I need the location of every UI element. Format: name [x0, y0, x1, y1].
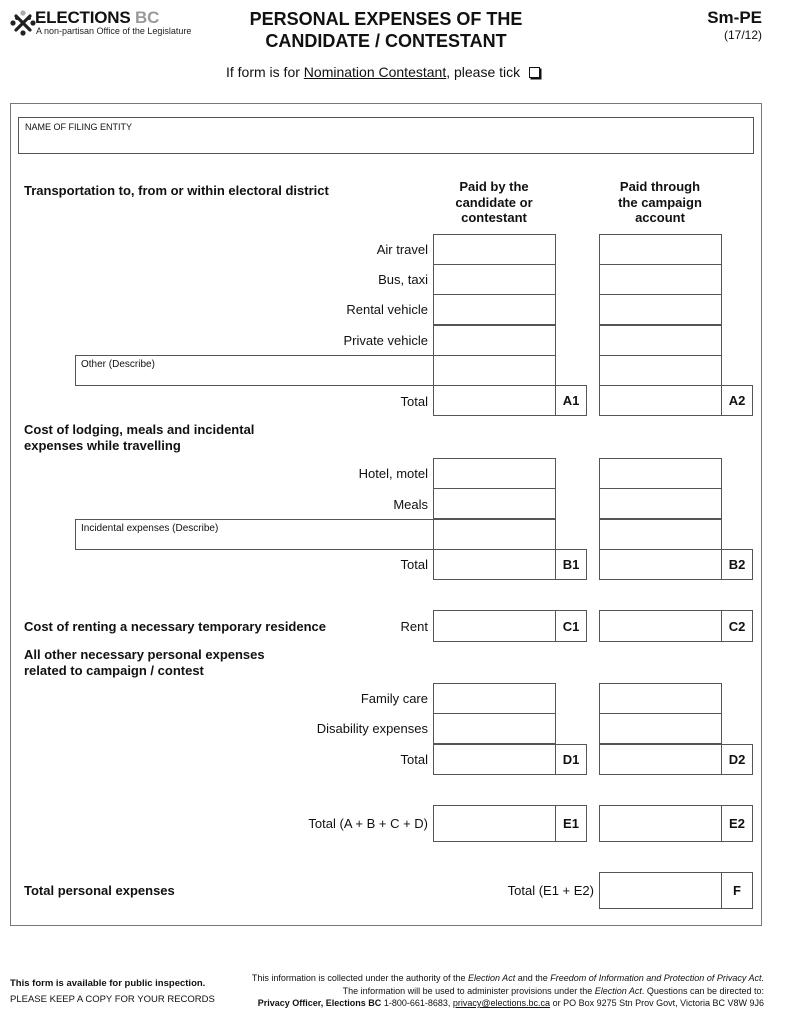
section-title-transportation: Transportation to, from or within electoral district: [24, 183, 329, 198]
code-e1: E1: [555, 805, 587, 842]
air-travel-candidate-input[interactable]: [433, 234, 556, 265]
section-title-rent: Cost of renting a necessary temporary residence: [24, 619, 327, 634]
hotel-motel-campaign-input[interactable]: [599, 458, 722, 489]
column-header-candidate: Paid by the candidate or contestant: [455, 179, 533, 225]
row-label-rental-vehicle: Rental vehicle: [346, 302, 428, 317]
family-care-campaign-input[interactable]: [599, 683, 722, 714]
row-label-total-e1-e2: Total (E1 + E2): [507, 883, 594, 898]
other-transport-candidate-input[interactable]: [433, 355, 556, 386]
disability-candidate-input[interactable]: [433, 713, 556, 744]
nomination-contestant-line: If form is for Nomination Contestant, please tick: [226, 64, 540, 80]
other-transport-description-field[interactable]: Other (Describe): [75, 355, 434, 386]
family-care-candidate-input[interactable]: [433, 683, 556, 714]
code-b2: B2: [721, 549, 753, 580]
air-travel-campaign-input[interactable]: [599, 234, 722, 265]
code-a2: A2: [721, 385, 753, 416]
rental-vehicle-campaign-input[interactable]: [599, 294, 722, 325]
code-d2: D2: [721, 744, 753, 775]
nomination-contestant-checkbox[interactable]: [529, 67, 540, 78]
total-d2-input[interactable]: [599, 744, 722, 775]
form-title: PERSONAL EXPENSES OF THE CANDIDATE / CONTESTANT: [249, 9, 523, 51]
incidental-campaign-input[interactable]: [599, 519, 722, 550]
form-version: (17/12): [723, 28, 762, 42]
code-e2: E2: [721, 805, 753, 842]
total-f-input[interactable]: [599, 872, 722, 909]
row-label-meals: Meals: [393, 497, 428, 512]
code-d1: D1: [555, 744, 587, 775]
row-label-rent: Rent: [400, 619, 428, 634]
section-title-other-expenses: All other necessary personal expenses related to campaign / contest: [24, 647, 265, 678]
privacy-notice: This information is collected under the authority of the Election Act and the Freedom of Information and Protection of Privacy Act. The information will be used to administer provisions under the Election Act. Questions can be directed to: Privacy Officer, Elections BC 1-800-661-8683, privacy@elections.bc.ca or PO Box 9275 Stn Prov Govt, Victoria BC V8W 9J6: [251, 973, 764, 1008]
meals-campaign-input[interactable]: [599, 488, 722, 519]
keep-copy-notice: PLEASE KEEP A COPY FOR YOUR RECORDS: [10, 994, 215, 1005]
bus-taxi-candidate-input[interactable]: [433, 264, 556, 295]
total-b2-input[interactable]: [599, 549, 722, 580]
public-inspection-notice: This form is available for public inspection.: [10, 978, 206, 989]
row-label-total-b: Total: [400, 557, 428, 572]
code-c2: C2: [721, 610, 753, 642]
name-of-filing-entity-field[interactable]: NAME OF FILING ENTITY: [18, 117, 754, 154]
row-label-hotel-motel: Hotel, motel: [358, 466, 428, 481]
total-a1-input[interactable]: [433, 385, 556, 416]
column-header-campaign-account: Paid through the campaign account: [618, 179, 702, 225]
code-a1: A1: [555, 385, 587, 416]
disability-campaign-input[interactable]: [599, 713, 722, 744]
elections-bc-logo-icon: [10, 10, 36, 36]
logo-tagline: A non-partisan Office of the Legislature: [36, 26, 192, 36]
code-c1: C1: [555, 610, 587, 642]
rental-vehicle-candidate-input[interactable]: [433, 294, 556, 325]
private-vehicle-campaign-input[interactable]: [599, 325, 722, 356]
row-label-air-travel: Air travel: [376, 242, 428, 257]
bus-taxi-campaign-input[interactable]: [599, 264, 722, 295]
row-label-total-a: Total: [400, 394, 428, 409]
meals-candidate-input[interactable]: [433, 488, 556, 519]
row-label-bus-taxi: Bus, taxi: [378, 272, 428, 287]
code-f: F: [721, 872, 753, 909]
total-e2-input[interactable]: [599, 805, 722, 842]
incidental-candidate-input[interactable]: [433, 519, 556, 550]
incidental-expenses-description-field[interactable]: Incidental expenses (Describe): [75, 519, 434, 550]
private-vehicle-candidate-input[interactable]: [433, 325, 556, 356]
row-label-total-d: Total: [400, 752, 428, 767]
row-label-disability-expenses: Disability expenses: [316, 721, 428, 736]
row-label-private-vehicle: Private vehicle: [343, 333, 428, 348]
section-title-lodging: Cost of lodging, meals and incidental expenses while travelling: [24, 422, 255, 453]
rent-c1-input[interactable]: [433, 610, 556, 642]
rent-c2-input[interactable]: [599, 610, 722, 642]
logo-wordmark: ELECTIONS BC: [35, 8, 160, 27]
hotel-motel-candidate-input[interactable]: [433, 458, 556, 489]
other-transport-campaign-input[interactable]: [599, 355, 722, 386]
total-b1-input[interactable]: [433, 549, 556, 580]
row-label-total-abcd: Total (A + B + C + D): [308, 816, 428, 831]
row-label-family-care: Family care: [360, 691, 428, 706]
total-e1-input[interactable]: [433, 805, 556, 842]
section-title-total-personal-expenses: Total personal expenses: [24, 883, 175, 898]
privacy-email-link[interactable]: privacy@elections.bc.ca: [452, 998, 551, 1008]
total-d1-input[interactable]: [433, 744, 556, 775]
total-a2-input[interactable]: [599, 385, 722, 416]
form-code: Sm-PE: [707, 8, 762, 27]
code-b1: B1: [555, 549, 587, 580]
